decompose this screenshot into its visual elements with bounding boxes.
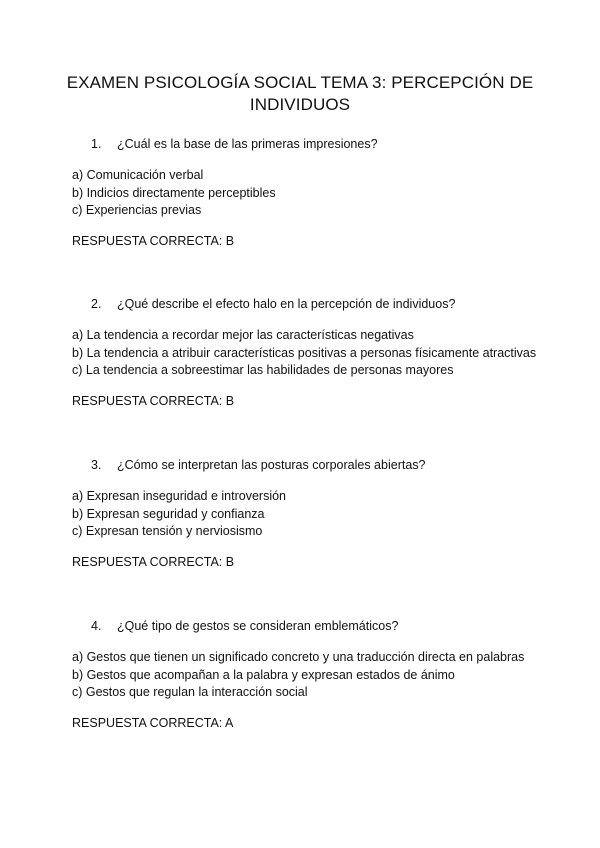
question-line <box>91 296 455 312</box>
question-line <box>91 457 425 473</box>
option-c: c) Gestos que regulan la interacción social <box>72 685 308 699</box>
question-text: ¿Cuál es la base de las primeras impresiones? <box>117 137 378 151</box>
question-text: ¿Qué tipo de gestos se consideran emblemáticos? <box>117 619 399 633</box>
option-c: c) La tendencia a sobreestimar las habilidades de personas mayores <box>72 363 454 377</box>
option-a: a) Comunicación verbal <box>72 168 204 182</box>
question-number: 2. <box>91 297 102 311</box>
question-line <box>91 136 378 152</box>
correct-answer: RESPUESTA CORRECTA: B <box>72 234 235 248</box>
option-a: a) Gestos que tienen un significado concreto y una traducción directa en palabras <box>72 650 525 664</box>
question-text: ¿Cómo se interpretan las posturas corporales abiertas? <box>117 458 426 472</box>
option-c: c) Experiencias previas <box>72 203 202 217</box>
question-number: 3. <box>91 458 102 472</box>
page-title: EXAMEN PSICOLOGÍA SOCIAL TEMA 3: PERCEPCIÓN DE INDIVIDUOS <box>66 73 534 114</box>
option-a: a) Expresan inseguridad e introversión <box>72 489 287 503</box>
answer-options <box>72 327 536 380</box>
answer-options <box>72 488 286 541</box>
option-b: b) Gestos que acompañan a la palabra y expresan estados de ánimo <box>72 667 455 682</box>
answer-options <box>72 167 276 220</box>
question-number: 1. <box>91 137 102 151</box>
question-number: 4. <box>91 619 102 633</box>
option-c: c) Expresan tensión y nerviosismo <box>72 524 263 538</box>
question-line <box>91 618 398 634</box>
correct-answer: RESPUESTA CORRECTA: B <box>72 555 235 569</box>
answer-options <box>72 649 524 702</box>
option-b: b) Indicios directamente perceptibles <box>72 185 276 200</box>
correct-answer: RESPUESTA CORRECTA: B <box>72 394 235 408</box>
question-text: ¿Qué describe el efecto halo en la percepción de individuos? <box>117 297 456 311</box>
correct-answer: RESPUESTA CORRECTA: A <box>72 716 234 730</box>
option-b: b) Expresan seguridad y confianza <box>72 506 265 521</box>
option-b: b) La tendencia a atribuir características positivas a personas físicamente atractivas <box>72 345 537 360</box>
option-a: a) La tendencia a recordar mejor las características negativas <box>72 328 414 342</box>
